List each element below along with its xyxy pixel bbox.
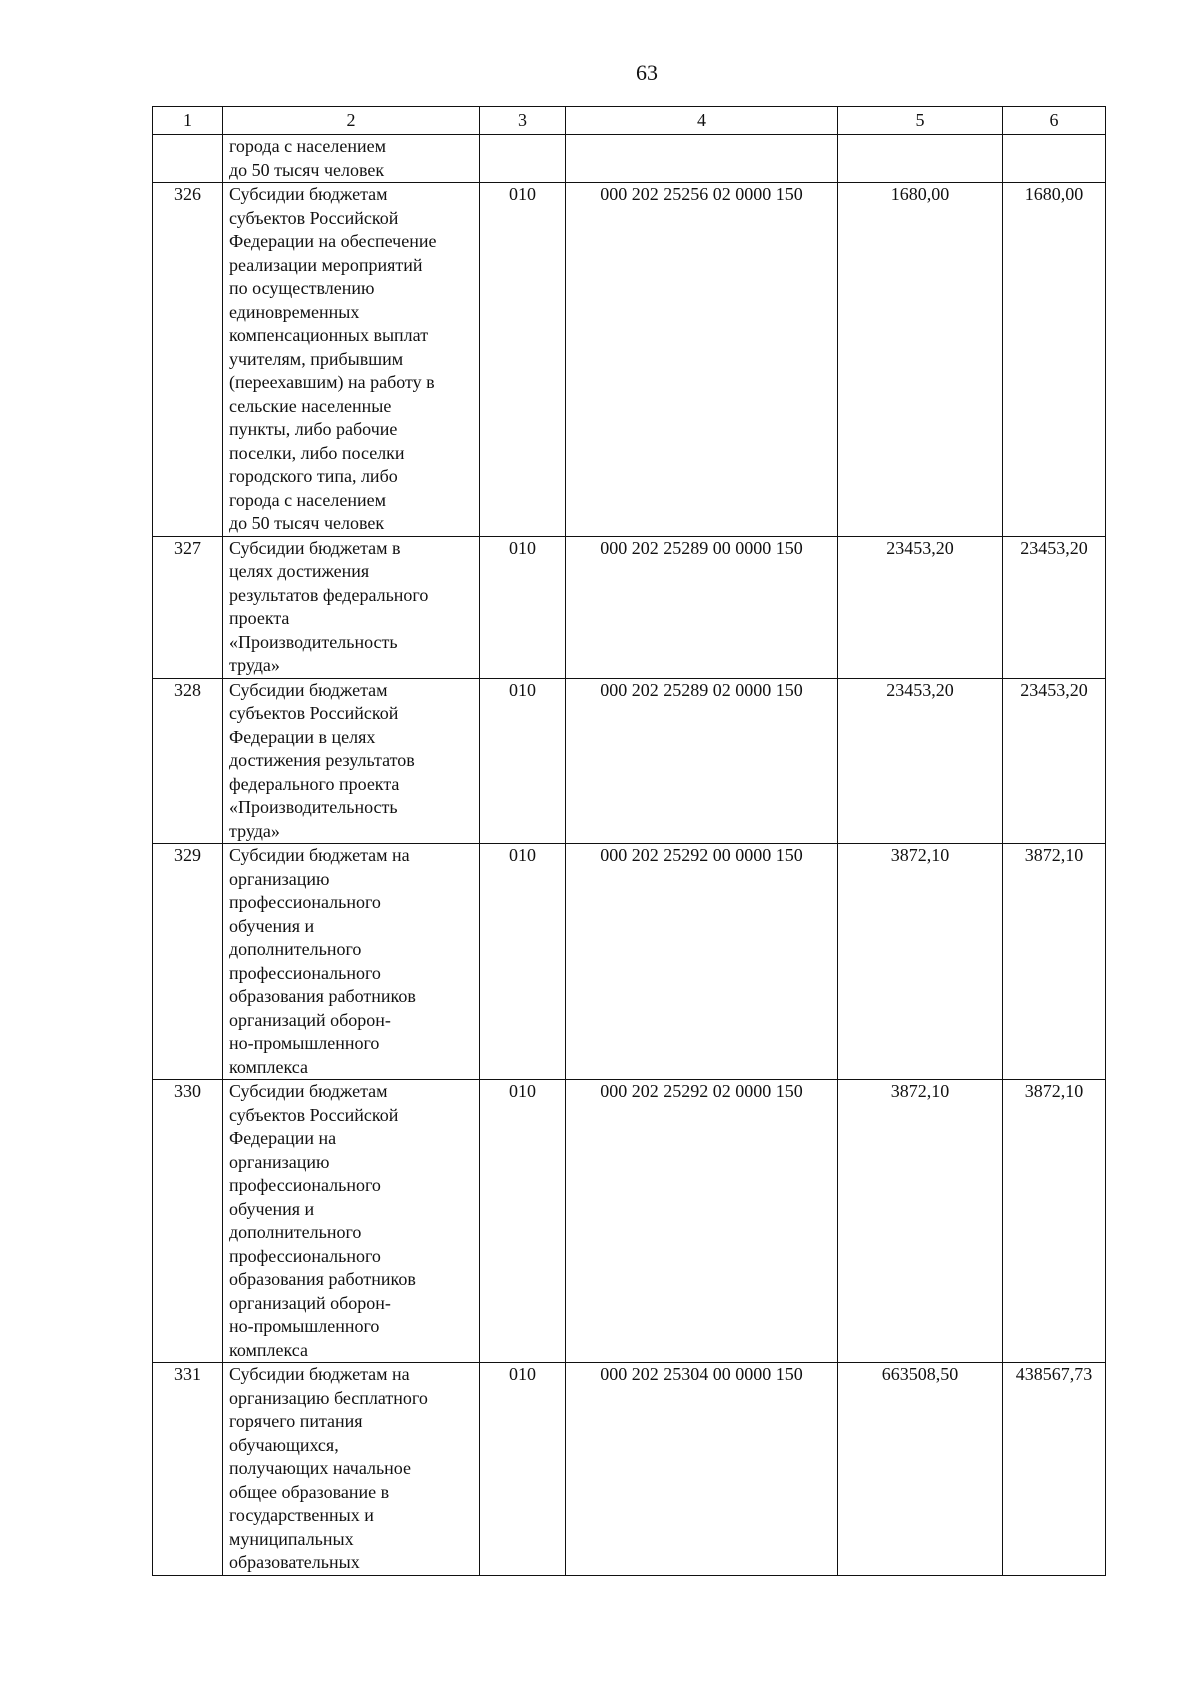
table-body [153,135,1106,1576]
description-line: организацию бесплатного [229,1387,428,1408]
description-line: получающих начальное [229,1458,411,1478]
amount-column-6: 3872,10 [1003,844,1106,1080]
amount-column-5: 1680,00 [838,183,1003,537]
amount-column-6 [1003,135,1106,183]
column-header: 3 [480,107,566,135]
description-line: проекта [229,608,290,628]
description-line: сельские населенные [229,395,392,416]
description-line: Субсидии бюджетам [229,184,388,204]
budget-classification-code: 000 202 25256 02 0000 150 [566,183,838,537]
budget-classification-code: 000 202 25292 02 0000 150 [566,1080,838,1363]
description-line: образования работников [229,986,416,1006]
description-line: Субсидии бюджетам [229,1081,388,1101]
admin-code: 010 [480,844,566,1080]
description-line: дополнительного [229,939,362,959]
description-line: пункты, либо рабочие [229,419,398,439]
description-line: горячего питания [229,1411,363,1431]
table-row [153,678,1106,844]
description-line: города с населением [229,489,386,510]
description-line: «Производительность [229,631,398,652]
table-row [153,183,1106,537]
row-description [223,135,480,183]
description-line: общее образование в [229,1481,390,1502]
row-number [153,135,223,183]
table-row [153,135,1106,183]
amount-column-6: 23453,20 [1003,678,1106,844]
description-line: (переехавшим) на работу в [229,372,435,392]
description-line: образования работников [229,1269,416,1289]
description-line: обучения и [229,915,315,936]
admin-code: 010 [480,1080,566,1363]
row-number: 330 [153,1080,223,1363]
budget-classification-code: 000 202 25292 00 0000 150 [566,844,838,1080]
budget-classification-code [566,135,838,183]
description-line: городского типа, либо [229,466,398,486]
admin-code: 010 [480,183,566,537]
description-line: комплекса [229,1056,308,1077]
budget-classification-code: 000 202 25289 00 0000 150 [566,536,838,678]
description-line: достижения результатов [229,750,415,770]
description-line: обучающихся, [229,1434,339,1455]
description-line: обучения и [229,1198,315,1219]
description-line: комплекса [229,1339,308,1360]
description-line: Субсидии бюджетам на [229,845,410,865]
amount-column-6: 23453,20 [1003,536,1106,678]
description-line: результатов федерального [229,584,429,605]
amount-column-5: 23453,20 [838,678,1003,844]
table-row [153,536,1106,678]
amount-column-5: 23453,20 [838,536,1003,678]
description-line: до 50 тысяч человек [229,513,385,533]
description-line: Федерации на обеспечение [229,231,437,251]
table-row [153,844,1106,1080]
description-line: организаций оборон- [229,1292,391,1313]
description-line: профессионального [229,892,381,912]
row-number: 327 [153,536,223,678]
description-line: Федерации на [229,1128,337,1148]
description-line: профессионального [229,962,381,983]
column-header: 6 [1003,107,1106,135]
table-row [153,1080,1106,1363]
row-number: 331 [153,1363,223,1576]
description-line: реализации мероприятий [229,254,423,275]
description-line: Федерации в целях [229,726,376,747]
description-line: образовательных [229,1552,360,1572]
description-line: учителям, прибывшим [229,348,404,369]
budget-classification-code: 000 202 25289 02 0000 150 [566,678,838,844]
amount-column-5 [838,135,1003,183]
description-line: организацию [229,868,330,889]
row-description [223,183,480,537]
row-number: 329 [153,844,223,1080]
description-line: единовременных [229,301,360,322]
amount-column-6: 438567,73 [1003,1363,1106,1576]
row-description [223,1363,480,1576]
description-line: по осуществлению [229,278,375,298]
row-description [223,678,480,844]
description-line: города с населением [229,136,386,156]
admin-code: 010 [480,536,566,678]
amount-column-5: 3872,10 [838,844,1003,1080]
table-row [153,1363,1106,1576]
description-line: Субсидии бюджетам в [229,537,401,558]
description-line: Субсидии бюджетам [229,679,388,700]
admin-code: 010 [480,1363,566,1576]
budget-table [152,106,1106,1576]
row-description [223,1080,480,1363]
page-number: 63 [636,60,658,85]
description-line: «Производительность [229,797,398,817]
description-line: муниципальных [229,1528,354,1549]
column-header: 4 [566,107,838,135]
column-header: 5 [838,107,1003,135]
description-line: дополнительного [229,1222,362,1242]
description-line: поселки, либо поселки [229,442,405,463]
description-line: труда» [229,655,280,675]
row-number: 326 [153,183,223,537]
amount-column-6: 1680,00 [1003,183,1106,537]
admin-code [480,135,566,183]
description-line: но-промышленного [229,1033,380,1053]
amount-column-6: 3872,10 [1003,1080,1106,1363]
description-line: профессионального [229,1175,381,1195]
column-header: 2 [223,107,480,135]
description-line: Субсидии бюджетам на [229,1364,410,1384]
budget-classification-code: 000 202 25304 00 0000 150 [566,1363,838,1576]
description-line: но-промышленного [229,1316,380,1336]
row-description [223,536,480,678]
description-line: организаций оборон- [229,1009,391,1030]
description-line: труда» [229,820,280,841]
description-line: организацию [229,1151,330,1172]
column-header: 1 [153,107,223,135]
description-line: субъектов Российской [229,1104,399,1125]
description-line: компенсационных выплат [229,325,429,345]
description-line: до 50 тысяч человек [229,159,385,180]
description-line: субъектов Российской [229,703,399,723]
description-line: субъектов Российской [229,207,399,228]
description-line: федерального проекта [229,773,400,794]
header-row [153,107,1106,135]
amount-column-5: 3872,10 [838,1080,1003,1363]
amount-column-5: 663508,50 [838,1363,1003,1576]
row-number: 328 [153,678,223,844]
description-line: целях достижения [229,561,370,581]
description-line: профессионального [229,1245,381,1266]
row-description [223,844,480,1080]
description-line: государственных и [229,1505,374,1525]
admin-code: 010 [480,678,566,844]
